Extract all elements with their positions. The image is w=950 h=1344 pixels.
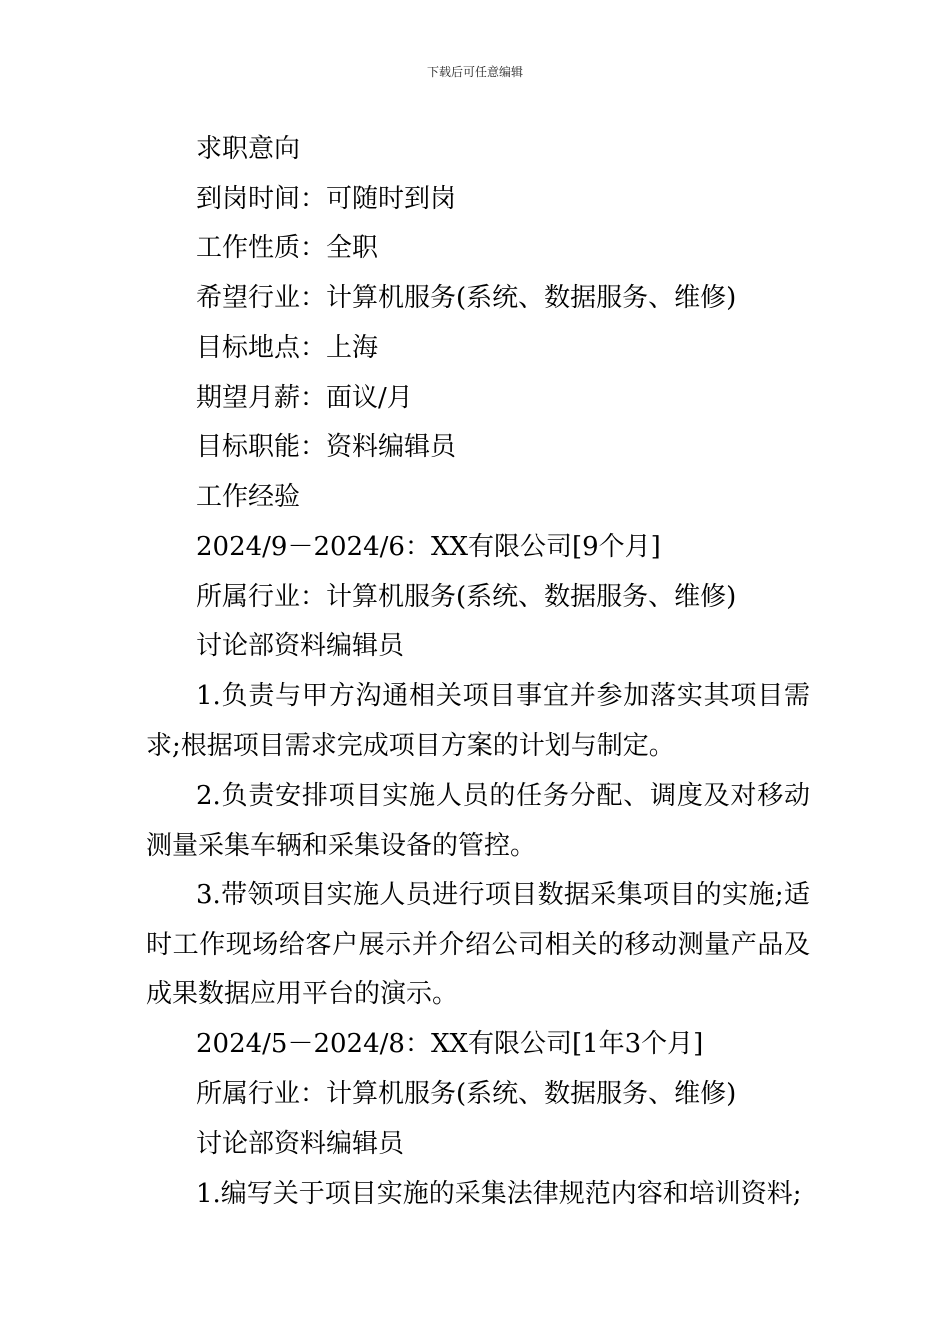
desired-industry-line: 希望行业：计算机服务(系统、数据服务、维修) [196,283,737,313]
job-2-period-company: 2024/5－2024/8：XX有限公司[1年3个月] [196,1029,704,1059]
job-2-position: 讨论部资料编辑员 [196,1129,405,1159]
section-heading-work-experience: 工作经验 [196,482,301,512]
job-1-duty-1: 1.负责与甲方沟通相关项目事宜并参加落实其项目需求;根据项目需求完成项目方案的计划与制定。 [146,681,810,761]
expected-salary-line: 期望月薪：面议/月 [196,383,413,413]
job-nature-line: 工作性质：全职 [196,233,379,263]
target-location-line: 目标地点：上海 [196,333,379,363]
target-role-line: 目标职能：资料编辑员 [196,432,457,462]
job-2-industry: 所属行业：计算机服务(系统、数据服务、维修) [196,1079,737,1109]
section-heading-job-intention: 求职意向 [196,134,301,164]
job-1-duty-2: 2.负责安排项目实施人员的任务分配、调度及对移动测量采集车辆和采集设备的管控。 [146,781,810,861]
job-1-position: 讨论部资料编辑员 [196,631,405,661]
page-header-note: 下载后可任意编辑 [426,65,523,79]
job-1-industry: 所属行业：计算机服务(系统、数据服务、维修) [196,582,737,612]
arrival-time-line: 到岗时间：可随时到岗 [196,184,457,214]
job-1-duty-3: 3.带领项目实施人员进行项目数据采集项目的实施;适时工作现场给客户展示并介绍公司相关的移动测量产品及成果数据应用平台的演示。 [146,880,810,1010]
job-2-duty-1: 1.编写关于项目实施的采集法律规范内容和培训资料; [196,1179,802,1209]
job-1-period-company: 2024/9－2024/6：XX有限公司[9个月] [196,532,661,562]
